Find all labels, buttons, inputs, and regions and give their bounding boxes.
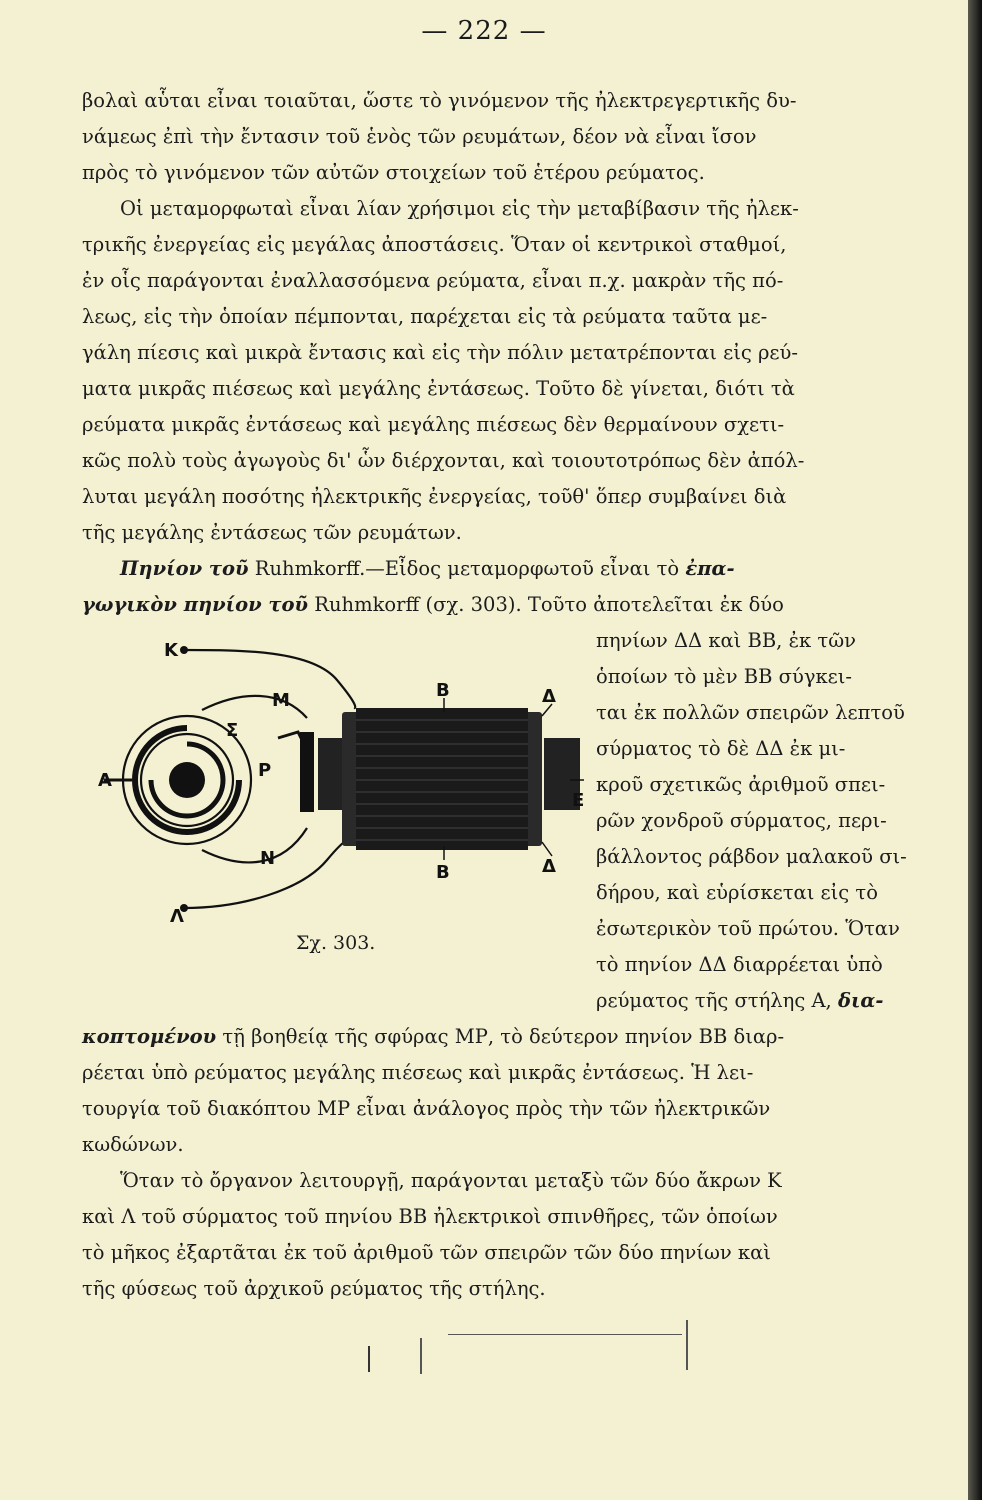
column-line-4: σύρματος τὸ δὲ ΔΔ ἐκ μι- [596,737,846,760]
column-line-11-text: ρεύματος τῆς στήλης Α, [596,989,832,1012]
column-line-9: ἐσωτερικὸν τοῦ πρώτου. Ὅταν [596,917,900,940]
section-line-2 [82,590,784,620]
column-line-10: τὸ πηνίον ΔΔ διαρρέεται ὑπὸ [596,953,883,976]
hammer-bar [300,732,314,812]
text-line-2: νάμεως ἐπὶ τὴν ἔντασιν τοῦ ἑνὸς τῶν ρευμάτων, δέον νὰ εἶναι ἴσον [82,125,757,148]
text-line-3: πρὸς τὸ γινόμενον τῶν αὐτῶν στοιχείων τοῦ ἑτέρου ρεύματος. [82,161,705,184]
after-line-1 [82,1022,784,1052]
column-term: δια- [837,989,884,1012]
label-sigma: Σ [226,720,239,741]
text-line-13: τῆς μεγάλης ἐντάσεως τῶν ρευμάτων. [82,521,462,544]
label-lambda: Λ [170,906,184,927]
section-line1-text: —Εἶδος μεταμορφωτοῦ εἶναι τὸ [365,557,680,580]
page-number: — 222 — [421,16,547,46]
label-k: K [164,640,178,661]
column-line-2: ὁποίων τὸ μὲν ΒΒ σύγκει- [596,665,853,688]
section-line-1 [120,554,735,584]
section-heading: Πηνίον τοῦ [120,557,249,580]
column-line-11 [596,986,883,1016]
after-line-3: τουργία τοῦ διακόπτου ΜΡ εἶναι ἀνάλογος πρὸς τὴν τῶν ἠλεκτρικῶν [82,1097,771,1120]
text-line-11: κῶς πολὺ τοὺς ἀγωγοὺς δι' ὧν διέρχονται, καὶ τοιουτοτρόπως δὲν ἀπόλ- [82,449,805,472]
column-line-1: πηνίων ΔΔ καὶ ΒΒ, ἐκ τῶν [596,629,856,652]
text-line-5: τρικῆς ἐνεργείας εἰς μεγάλας ἀποστάσεις. Ὅταν οἱ κεντρικοὶ σταθμοί, [82,233,787,256]
after-line-8: τῆς φύσεως τοῦ ἀρχικοῦ ρεύματος τῆς στήλης. [82,1277,546,1300]
text-line-8: γάλη πίεσις καὶ μικρὰ ἔντασις καὶ εἰς τὴν πόλιν μετατρέπονται εἰς ρεύ- [82,341,798,364]
column-line-8: δήρου, καὶ εὑρίσκεται εἰς τὸ [596,881,878,904]
pencil-mark [686,1320,688,1370]
column-line-6: ρῶν χονδροῦ σύρματος, περι- [596,809,887,832]
page-edge-shadow [968,0,982,1500]
pencil-mark [368,1346,370,1372]
section-term-2: γωγικὸν πηνίον τοῦ [82,593,309,616]
ruhmkorff-coil-figure [92,620,592,940]
after-line-6: καὶ Λ τοῦ σύρματος τοῦ πηνίου ΒΒ ἠλεκτρικοὶ σπινθῆρες, τῶν ὁποίων [82,1205,778,1228]
section-term-1: ἐπα- [685,557,735,580]
column-line-3: ται ἐκ πολλῶν σπειρῶν λεπτοῦ [596,701,905,724]
text-line-7: λεως, εἰς τὴν ὁποίαν πέμπονται, παρέχεται εἰς τὰ ρεύματα ταῦτα με- [82,305,768,328]
label-d-bottom: Δ [542,856,556,877]
pencil-mark [420,1338,422,1374]
label-b-top: B [436,680,450,701]
label-b-bottom: B [436,862,450,883]
text-line-1: βολαὶ αὗται εἶναι τοιαῦται, ὥστε τὸ γινόμενον τῆς ἠλεκτρεγερτικῆς δυ- [82,89,797,112]
column-line-5: κροῦ σχετικῶς ἀριθμοῦ σπει- [596,773,886,796]
terminal-core [169,762,205,798]
section-heading-name: Ruhmkorff. [254,557,366,580]
text-line-12: λυται μεγάλη ποσότης ἠλεκτρικῆς ἐνεργείας, τοῦθ' ὅπερ συμβαίνει διὰ [82,485,787,508]
figure-caption: Σχ. 303. [296,932,376,954]
after-line-4: κωδώνων. [82,1133,184,1156]
text-line-6: ἐν οἷς παράγονται ἐναλλασσόμενα ρεύματα, εἶναι π.χ. μακρὰν τῆς πό- [82,269,784,292]
column-line-7: βάλλοντος ράβδον μαλακοῦ σι- [596,845,907,868]
wire-k [184,650,355,708]
after-line-5: Ὅταν τὸ ὄργανον λειτουργῇ, παράγονται μεταξὺ τῶν δύο ἄκρων Κ [120,1169,782,1192]
label-d-top: Δ [542,686,556,707]
label-p: P [258,760,272,781]
footer-rule [448,1334,682,1335]
text-line-9: ματα μικρᾶς πιέσεως καὶ μεγάλης ἐντάσεως. Τοῦτο δὲ γίνεται, διότι τὰ [82,377,795,400]
wire-n [202,828,307,862]
secondary-coil [356,708,528,850]
label-e: E [572,790,585,811]
wire-m [202,696,307,718]
label-m: M [272,690,290,711]
label-alpha: A [98,770,112,791]
after-line-7: τὸ μῆκος ἐξαρτᾶται ἐκ τοῦ ἀριθμοῦ τῶν σπειρῶν τῶν δύο πηνίων καὶ [82,1241,771,1264]
label-n: N [260,848,276,869]
after-line-2: ρέεται ὑπὸ ρεύματος μεγάλης πιέσεως καὶ μικρᾶς ἐντάσεως. Ἡ λει- [82,1061,754,1084]
text-line-10: ρεύματα μικρᾶς ἐντάσεως καὶ μεγάλης πιέσεως δὲν θερμαίνουν σχετι- [82,413,785,436]
after-line-1-text: τῇ βοηθείᾳ τῆς σφύρας ΜΡ, τὸ δεύτερον πηνίον ΒΒ διαρ- [222,1025,785,1048]
text-line-4: Οἱ μεταμορφωταὶ εἶναι λίαν χρήσιμοι εἰς τὴν μεταβίβασιν τῆς ἠλεκ- [120,197,799,220]
section-line2-text: Ruhmkorff (σχ. 303). Τοῦτο ἀποτελεῖται ἐκ δύο [314,593,784,616]
after-term: κοπτομένου [82,1025,217,1048]
